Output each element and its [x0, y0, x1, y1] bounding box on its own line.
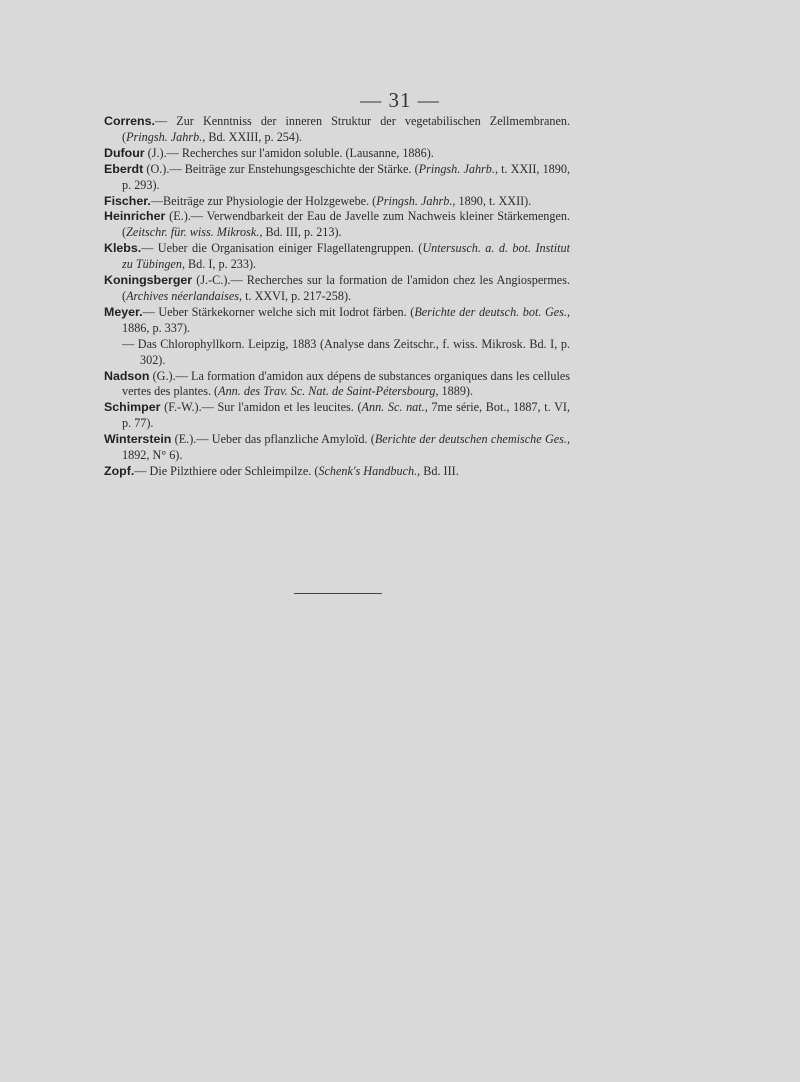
- reference-text: , Bd. I, p. 233).: [181, 257, 257, 272]
- reference-text: , Bd. III, p. 213).: [259, 225, 342, 240]
- reference-source: Ann. Sc. nat.: [361, 400, 425, 415]
- reference-entry: [104, 162, 570, 194]
- reference-text: , t. XXII, 1890, p. 293).: [122, 161, 571, 192]
- reference-text: , Bd. XXIII, p. 254).: [202, 129, 303, 144]
- reference-text: (O.).— Beiträge zur Enstehungsgeschichte der Stärke. (: [143, 161, 419, 176]
- reference-source: Berichte der deutsch. bot. Ges.: [414, 304, 567, 319]
- reference-author: Meyer.: [104, 304, 143, 319]
- reference-text: (E.).— Ueber das pflanzliche Amyloïd. (: [171, 432, 375, 447]
- reference-text: , 1890, t. XXII).: [452, 193, 532, 208]
- page-number: — 31 —: [360, 88, 440, 112]
- reference-author: Zopf.: [104, 463, 135, 478]
- reference-entry: [104, 209, 570, 241]
- reference-author: Dufour: [104, 145, 145, 160]
- reference-source: Zeitschr. für. wiss. Mikrosk.: [126, 225, 260, 240]
- reference-text: , 1889).: [435, 384, 474, 399]
- reference-text: (G.).— La formation d'amidon aux dépens de substances organiques dans les cellules vertes des plantes. (: [122, 368, 570, 399]
- reference-author: Heinricher: [104, 209, 166, 224]
- reference-source: Schenk's Handbuch.: [318, 463, 418, 478]
- reference-entry: [104, 114, 570, 146]
- reference-entry: [104, 337, 570, 369]
- reference-text: , t. XXVI, p. 217-258).: [239, 288, 352, 303]
- reference-source: Berichte der deutschen chemische Ges.: [374, 432, 567, 447]
- reference-text: —Beiträge zur Physiologie der Holzgewebe. (: [150, 193, 377, 208]
- reference-text: , 7me série, Bot., 1887, t. VI, p. 77).: [122, 400, 571, 431]
- reference-author: Schimper: [104, 400, 161, 415]
- reference-author: Eberdt: [104, 161, 144, 176]
- reference-source: Archives néerlandaises: [126, 288, 239, 303]
- reference-author: Koningsberger: [104, 273, 193, 288]
- reference-author: Correns.: [104, 114, 155, 128]
- reference-text: , 1886, p. 337).: [122, 304, 570, 335]
- reference-text: (J.).— Recherches sur l'amidon soluble. (Lausanne, 1886).: [144, 145, 434, 160]
- closing-rule: [294, 593, 382, 594]
- reference-text: — Die Pilzthiere oder Schleimpilze. (: [134, 463, 319, 478]
- reference-text: — Ueber Stärkekorner welche sich mit Iodrot färben. (: [142, 304, 415, 319]
- reference-entry: [104, 146, 570, 162]
- reference-entry: [104, 305, 570, 337]
- reference-source: Ann. des Trav. Sc. Nat. de Saint-Pétersbourg: [218, 384, 436, 399]
- reference-author: Nadson: [104, 368, 150, 383]
- reference-entry: [104, 432, 570, 464]
- reference-author: Klebs.: [104, 241, 142, 256]
- reference-entry: [104, 369, 570, 401]
- reference-author: Winterstein: [104, 432, 172, 447]
- reference-source: Pringsh. Jahrb.: [418, 161, 495, 176]
- reference-text: — Zur Kenntniss der inneren Struktur der vegetabilischen Zellmembranen. (: [122, 114, 570, 144]
- reference-text: , 1892, N° 6).: [122, 432, 570, 463]
- reference-entry: [104, 400, 570, 432]
- reference-source: Pringsh. Jahrb.: [126, 129, 203, 144]
- reference-text: (J.-C.).— Recherches sur la formation de l'amidon chez les Angiospermes. (: [122, 273, 570, 303]
- bibliography-list: [104, 114, 570, 480]
- reference-entry: [104, 273, 570, 305]
- reference-author: Fischer.: [104, 193, 151, 208]
- reference-source: Pringsh. Jahrb.: [376, 193, 453, 208]
- reference-text: , Bd. III.: [417, 463, 459, 478]
- reference-text: — Ueber die Organisation einiger Flagellatengruppen. (: [141, 241, 423, 256]
- reference-source: Untersusch. a. d. bot. Institut zu Tübingen: [122, 241, 570, 272]
- reference-entry: [104, 241, 570, 273]
- reference-text: (F.-W.).— Sur l'amidon et les leucites. (: [160, 400, 362, 415]
- reference-text: — Das Chlorophyllkorn. Leipzig, 1883 (Analyse dans Zeitschr., f. wiss. Mikrosk. Bd. I, p. 302).: [122, 336, 570, 367]
- reference-entry: [104, 464, 570, 480]
- reference-entry: [104, 194, 570, 210]
- reference-text: (E.).— Verwendbarkeit der Eau de Javelle zum Nachweis kleiner Stärkemengen. (: [122, 209, 570, 240]
